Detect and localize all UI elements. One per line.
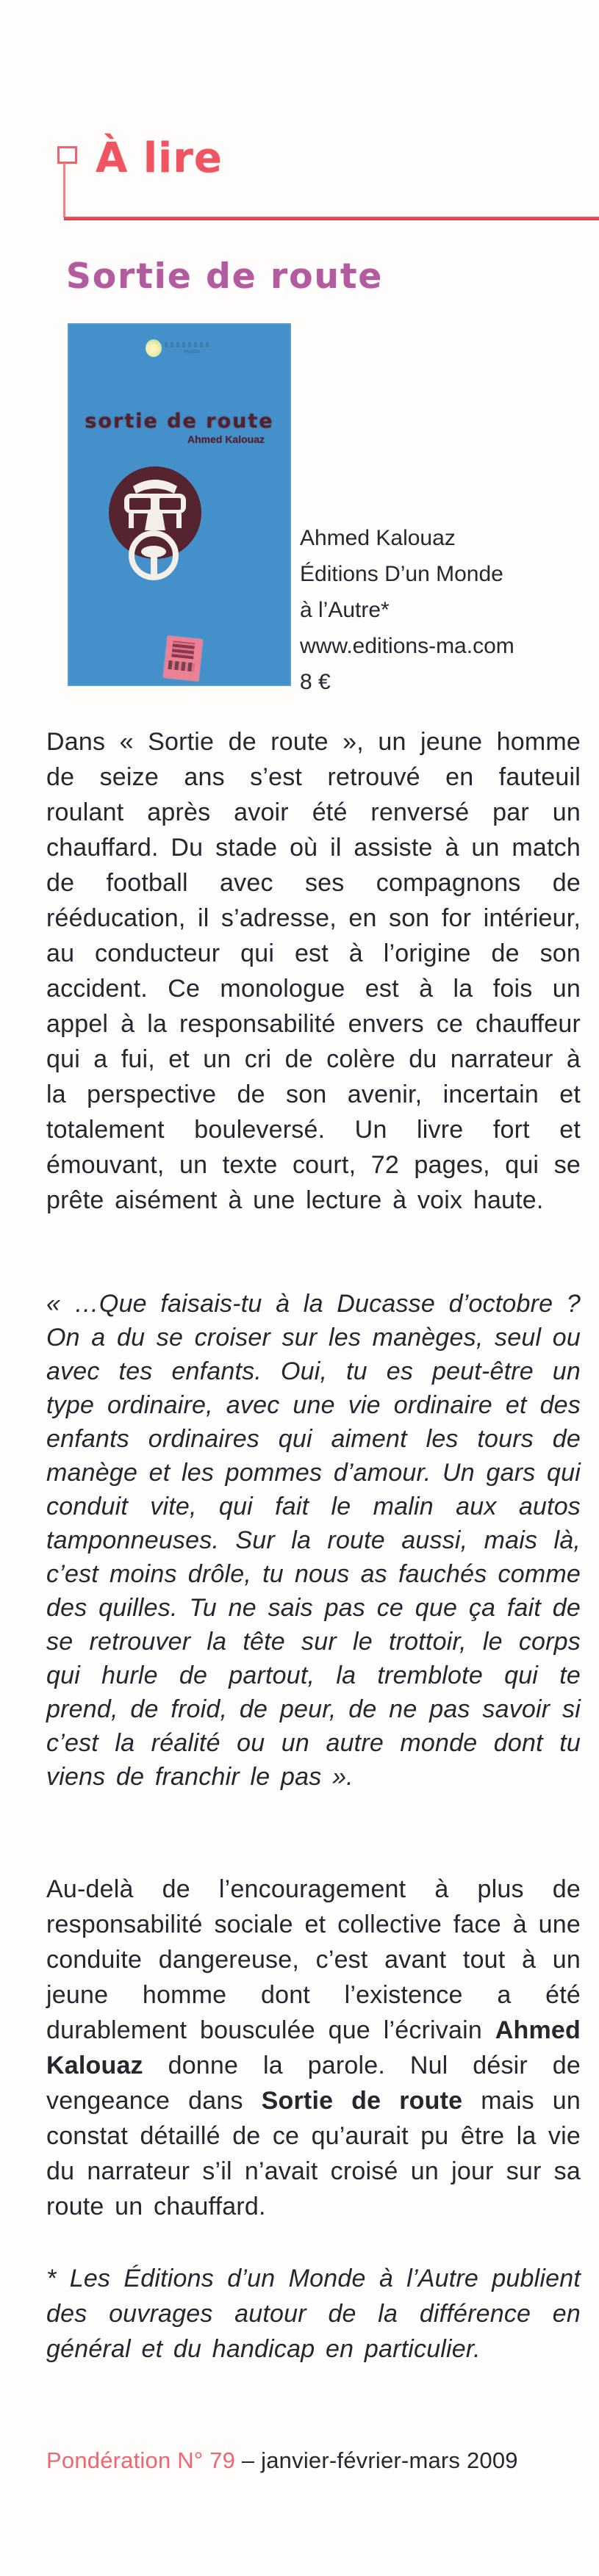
- book-website: www.editions-ma.com: [300, 634, 514, 658]
- book-info-block: [300, 520, 587, 700]
- journal-name: Pondération N° 79: [46, 2447, 236, 2473]
- book-publisher-line2: à l’Autre*: [300, 598, 390, 622]
- article-title: Sortie de route: [66, 256, 384, 297]
- publisher-logo-icon: [146, 338, 212, 360]
- price-sticker: [163, 636, 203, 682]
- section-title: À lire: [96, 134, 223, 182]
- review-paragraph-2: Au-delà de l’encouragement à plus de responsabilité sociale et collective face à une conduite dangereuse, c’est avant tout à un jeune homme dont l’existence a été durablement bousculée que l’écrivain Ahmed Kalouaz donne la parole. Nul désir de vengeance dans Sortie de route mais un constat détaillé de ce qu’aurait pu être la vie du narrateur s’il n’avait croisé un jour sur sa route un chauffard.: [46, 1875, 581, 2220]
- book-price: 8 €: [300, 670, 331, 694]
- book-cover: [68, 323, 291, 686]
- cover-author: Ahmed Kalouaz: [187, 433, 265, 445]
- section-bullet-icon: [57, 146, 77, 164]
- review-paragraph-1: Dans « Sortie de route », un jeune homme de seize ans s’est retrouvé en fauteuil roulant après avoir été renversé par un chauffard. Du stade où il assiste à un match de football avec ses compagnons de rééducation, il s’adresse, en son for intérieur, au conducteur qui est à l’origine de son accident. Ce monologue est à la fois un appel à la responsabilité envers ce chauffeur qui a fui, et un cri de colère du narrateur à la perspective de son avenir, incertain et totalement bouleversé. Un livre fort et émouvant, un texte court, 72 pages, qui se prête aisément à une lecture à voix haute.: [46, 728, 581, 1214]
- sticker-stamp-marks: [171, 641, 195, 659]
- publisher-logo-wordmark-line2: [184, 350, 200, 353]
- section-divider-rule: [64, 217, 599, 220]
- publisher-footnote: * Les Éditions d’un Monde à l’Autre publient des ouvrages autour de la différence en général et du handicap en particulier.: [46, 2265, 581, 2363]
- publisher-logo-wordmark: [165, 342, 209, 347]
- book-publisher-line1: Éditions D’un Monde: [300, 562, 503, 586]
- sticker-stamp-marks: [168, 660, 195, 672]
- section-connector-line: [63, 163, 65, 217]
- book-excerpt-quote: « …Que faisais-tu à la Ducasse d’octobre ? On a du se croiser sur les manèges, seul ou avec tes enfants. Oui, tu es peut-être un type ordinaire, avec une vie ordinaire et des enfants ordinaires qui aiment les tours de manège et les pommes d’amour. Un gars qui conduit vite, qui fait le malin aux autos tamponneuses. Sur la route aussi, mais là, c’est moins drôle, tu nous as fauchés comme des quilles. Tu ne sais pas ce que ça fait de se retrouver la tête sur le trottoir, le corps qui hurle de partout, la tremblote qui te prend, de froid, de peur, de ne pas savoir si c’est la réalité ou un autre monde dont tu viens de franchir le pas ».: [46, 1290, 581, 1791]
- issue-date: – janvier-février-mars 2009: [235, 2447, 518, 2473]
- page-footer: [46, 2447, 518, 2474]
- book-author: Ahmed Kalouaz: [300, 526, 456, 550]
- cover-title: sortie de route: [85, 410, 274, 433]
- publisher-logo-blob: [146, 339, 162, 357]
- driver-face-illustration: [107, 464, 207, 583]
